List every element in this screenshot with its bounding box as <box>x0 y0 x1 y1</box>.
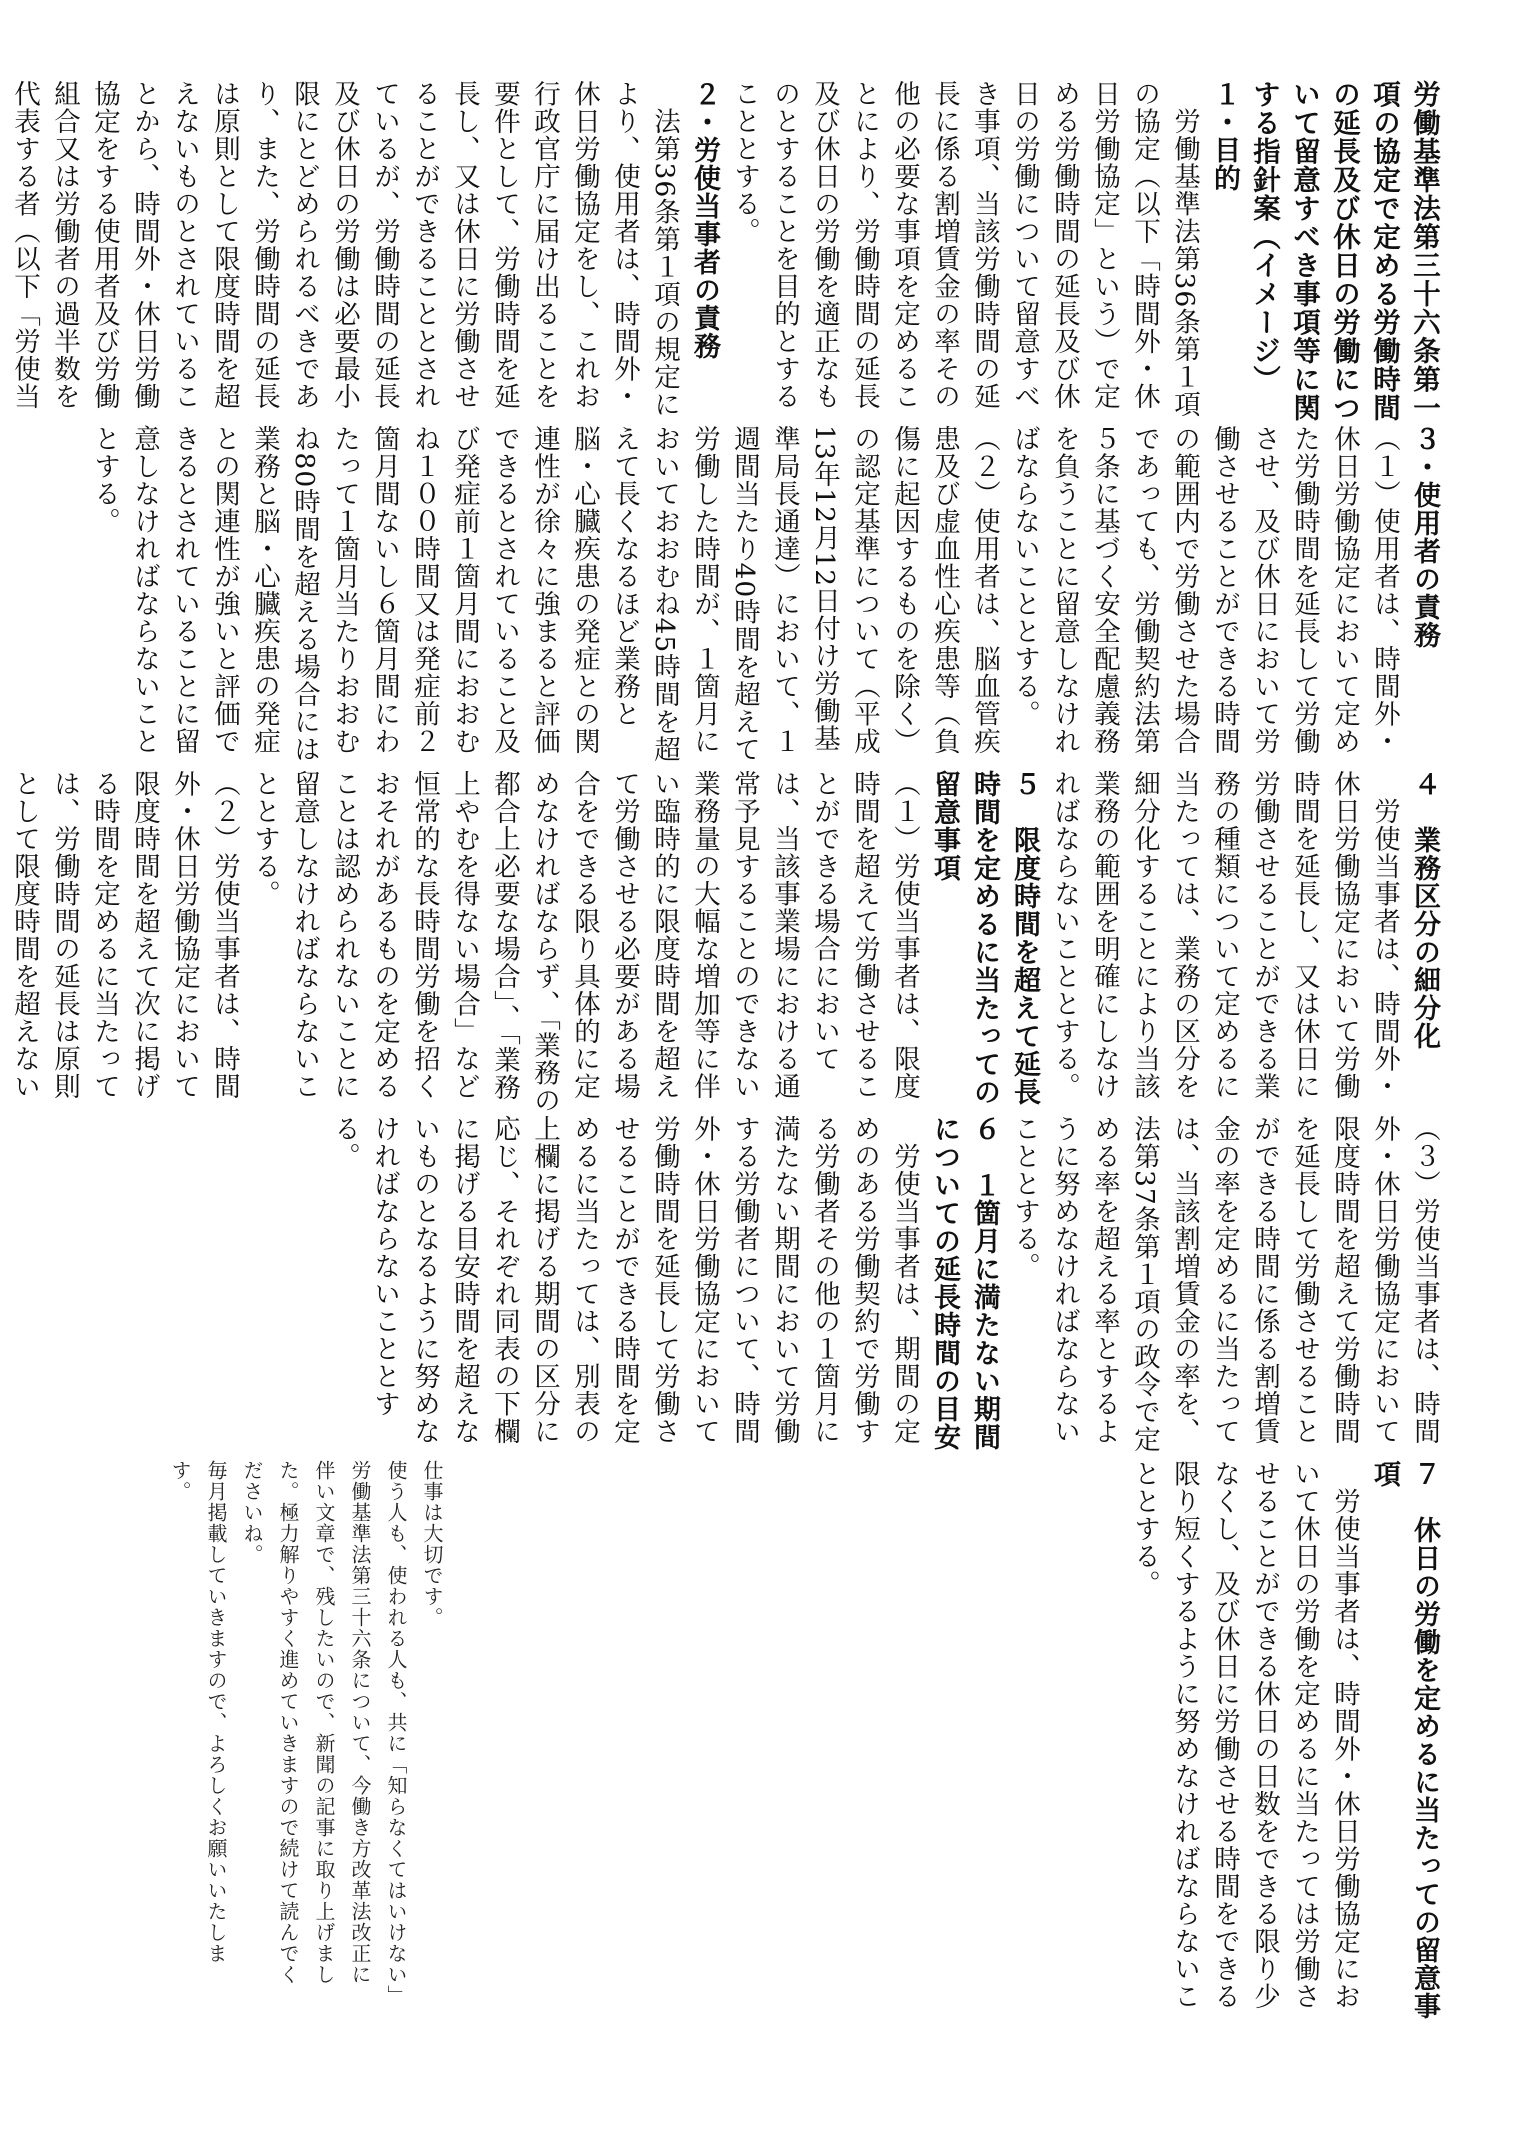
section-heading: ２・労使当事者の責務 <box>689 80 720 360</box>
tier-3-column <box>9 770 1444 1115</box>
text-tier-5 <box>564 1460 1444 2020</box>
tier-1-column <box>9 80 1444 425</box>
section-body: 労働基準法第36条第１項の協定（以下「時間外・休日労働協定」という）で定める労働時間の延長及び休日の労働について留意すべき事項、当該労働時間の延長に係る割増賃金の率その他の必要な事項を定めることにより、労働時間の延長及び休日の労働を適正なものとすることを目的とすることとする。 <box>729 80 1200 419</box>
section-body: 労使当事者は、時間外・休日労働協定において休日の労働を定めるに当たっては労働させることができる休日の日数をできる限り少なくし、及び休日に労働させる時間をできる限り短くするように努めなければならないこととする。 <box>1129 1460 1360 2010</box>
section-heading: ７ 休日の労働を定めるに当たっての留意事項 <box>1369 1460 1440 2020</box>
tier-2-column <box>72 425 1444 770</box>
tier-5-column <box>564 1460 1444 2020</box>
section-body: （１）労使当事者は、限度時間を超えて労働させることができる場合においては、当該事業場における通常予見することのできない業務量の大幅な増加等に伴い臨時的に限度時間を超えて労働させる必要がある場合をできる限り具体的に定めなければならず、「業務の都合上必要な場合」、「業務上やむを得ない場合」など恒常的な長時間労働を招くおそれがあるものを定めることは認められないことに留意しなければならないこととする。 （２）労使当事者は、時間外・休日労働協定において限度時間を超えて次に掲げる時間を定めるに当たっては、労働時間の延長は原則として限度時間を超えない <box>9 770 920 1115</box>
section-body: 労使当事者は、期間の定めのある労働契約で労働する労働者その他の１箇月に満たない期間において労働する労働者について、時間外・休日労働協定において労働時間を延長して労働させることができる時間を定めるに当たっては、別表の上欄に掲げる期間の区分に応じ、それぞれ同表の下欄に掲げる目安時間を超えないものとなるように努めなければならないこととする。 <box>329 1115 920 1445</box>
tier-4-column <box>72 1115 1444 1460</box>
section-body: （３）労使当事者は、時間外・休日労働協定において限度時間を超えて労働時間を延長して労働させることができる時間に係る割増賃金の率を定めるに当たっては、当該割増賃金の率を、法第37条第１項の政令で定める率を超える率とするように努めなければならないこととする。 <box>1009 1115 1440 1454</box>
text-tier-3 <box>9 770 1444 1115</box>
section-heading: １・目的 <box>1209 80 1240 192</box>
section-heading: ５ 限度時間を超えて延長時間を定めるに当たっての留意事項 <box>929 770 1040 1106</box>
text-tier-4 <box>72 1115 1444 1460</box>
text-tier-1 <box>9 80 1444 425</box>
section-body: 労使当事者は、時間外・休日労働協定において労働時間を延長し、又は休日に労働させることができる業務の種類について定めるに当たっては、業務の区分を細分化することにより当該業務の範囲を明確にしなければならないこととする。 <box>1049 770 1400 1100</box>
article-title: 労働基準法第三十六条第一項の協定で定める労働時間の延長及び休日の労働について留意すべき事項等に関する指針案（イメージ） <box>1248 80 1440 422</box>
section-body: （１）使用者は、時間外・休日労働協定において定めた労働時間を延長して労働させ、及び休日において労働させることができる時間の範囲内で労働させた場合であっても、労働契約法第５条に基づく安全配慮義務を負うことに留意しなければならないこととする。 （２）使用者は、脳血管疾患及び虚血性心疾患等（負傷に起因するものを除く）の認定基準について（平成13年12月12日付け労働基準局長通達）において、１週間当たり40時間を超えて労働した時間が、１箇月においておおむね45時間を超えて長くなるほど業務と脳・心臓疾患の発症との関連性が徐々に強まると評価できるとされていること及び発症前１箇月間におおむね１００時間又は発症前２箇月間ないし６箇月間にわたって１箇月当たりおおむね80時間を超える場合には業務と脳・心臓疾患の発症との関連性が強いと評価できるとされていることに留意しなければならないこととする。 <box>89 425 1400 764</box>
text-tier-2 <box>72 425 1444 770</box>
section-heading: ４ 業務区分の細分化 <box>1409 770 1440 1050</box>
section-heading: ６ １箇月に満たない期間についての延長時間の目安 <box>929 1115 1000 1451</box>
section-heading: ３・使用者の責務 <box>1409 425 1440 649</box>
editor-note: 仕事は大切です。 使う人も、使われる人も、共に「知らなくてはいけない」労働基準法第三十六条について、今働き方改革法改正に伴い文章で、残したいので、新聞の記事に取り上げました。極力解りやすく進めていきますので続けて読んでくださいね。 毎月掲載していきますので、よろしくお願いいたします。 <box>168 1460 444 1996</box>
section-body: 法第36条第１項の規定により、使用者は、時間外・休日労働協定をし、これお行政官庁に届け出ることを要件として、労働時間を延長し、又は休日に労働させることができることとされているが、労働時間の延長及び休日の労働は必要最小限にとどめられるべきであり、また、労働時間の延長は原則として限度時間を超えないものとされていることから、時間外・休日労働協定をする使用者及び労働組合又は労働者の過半数を代表する者（以下「労使当 <box>9 80 680 419</box>
